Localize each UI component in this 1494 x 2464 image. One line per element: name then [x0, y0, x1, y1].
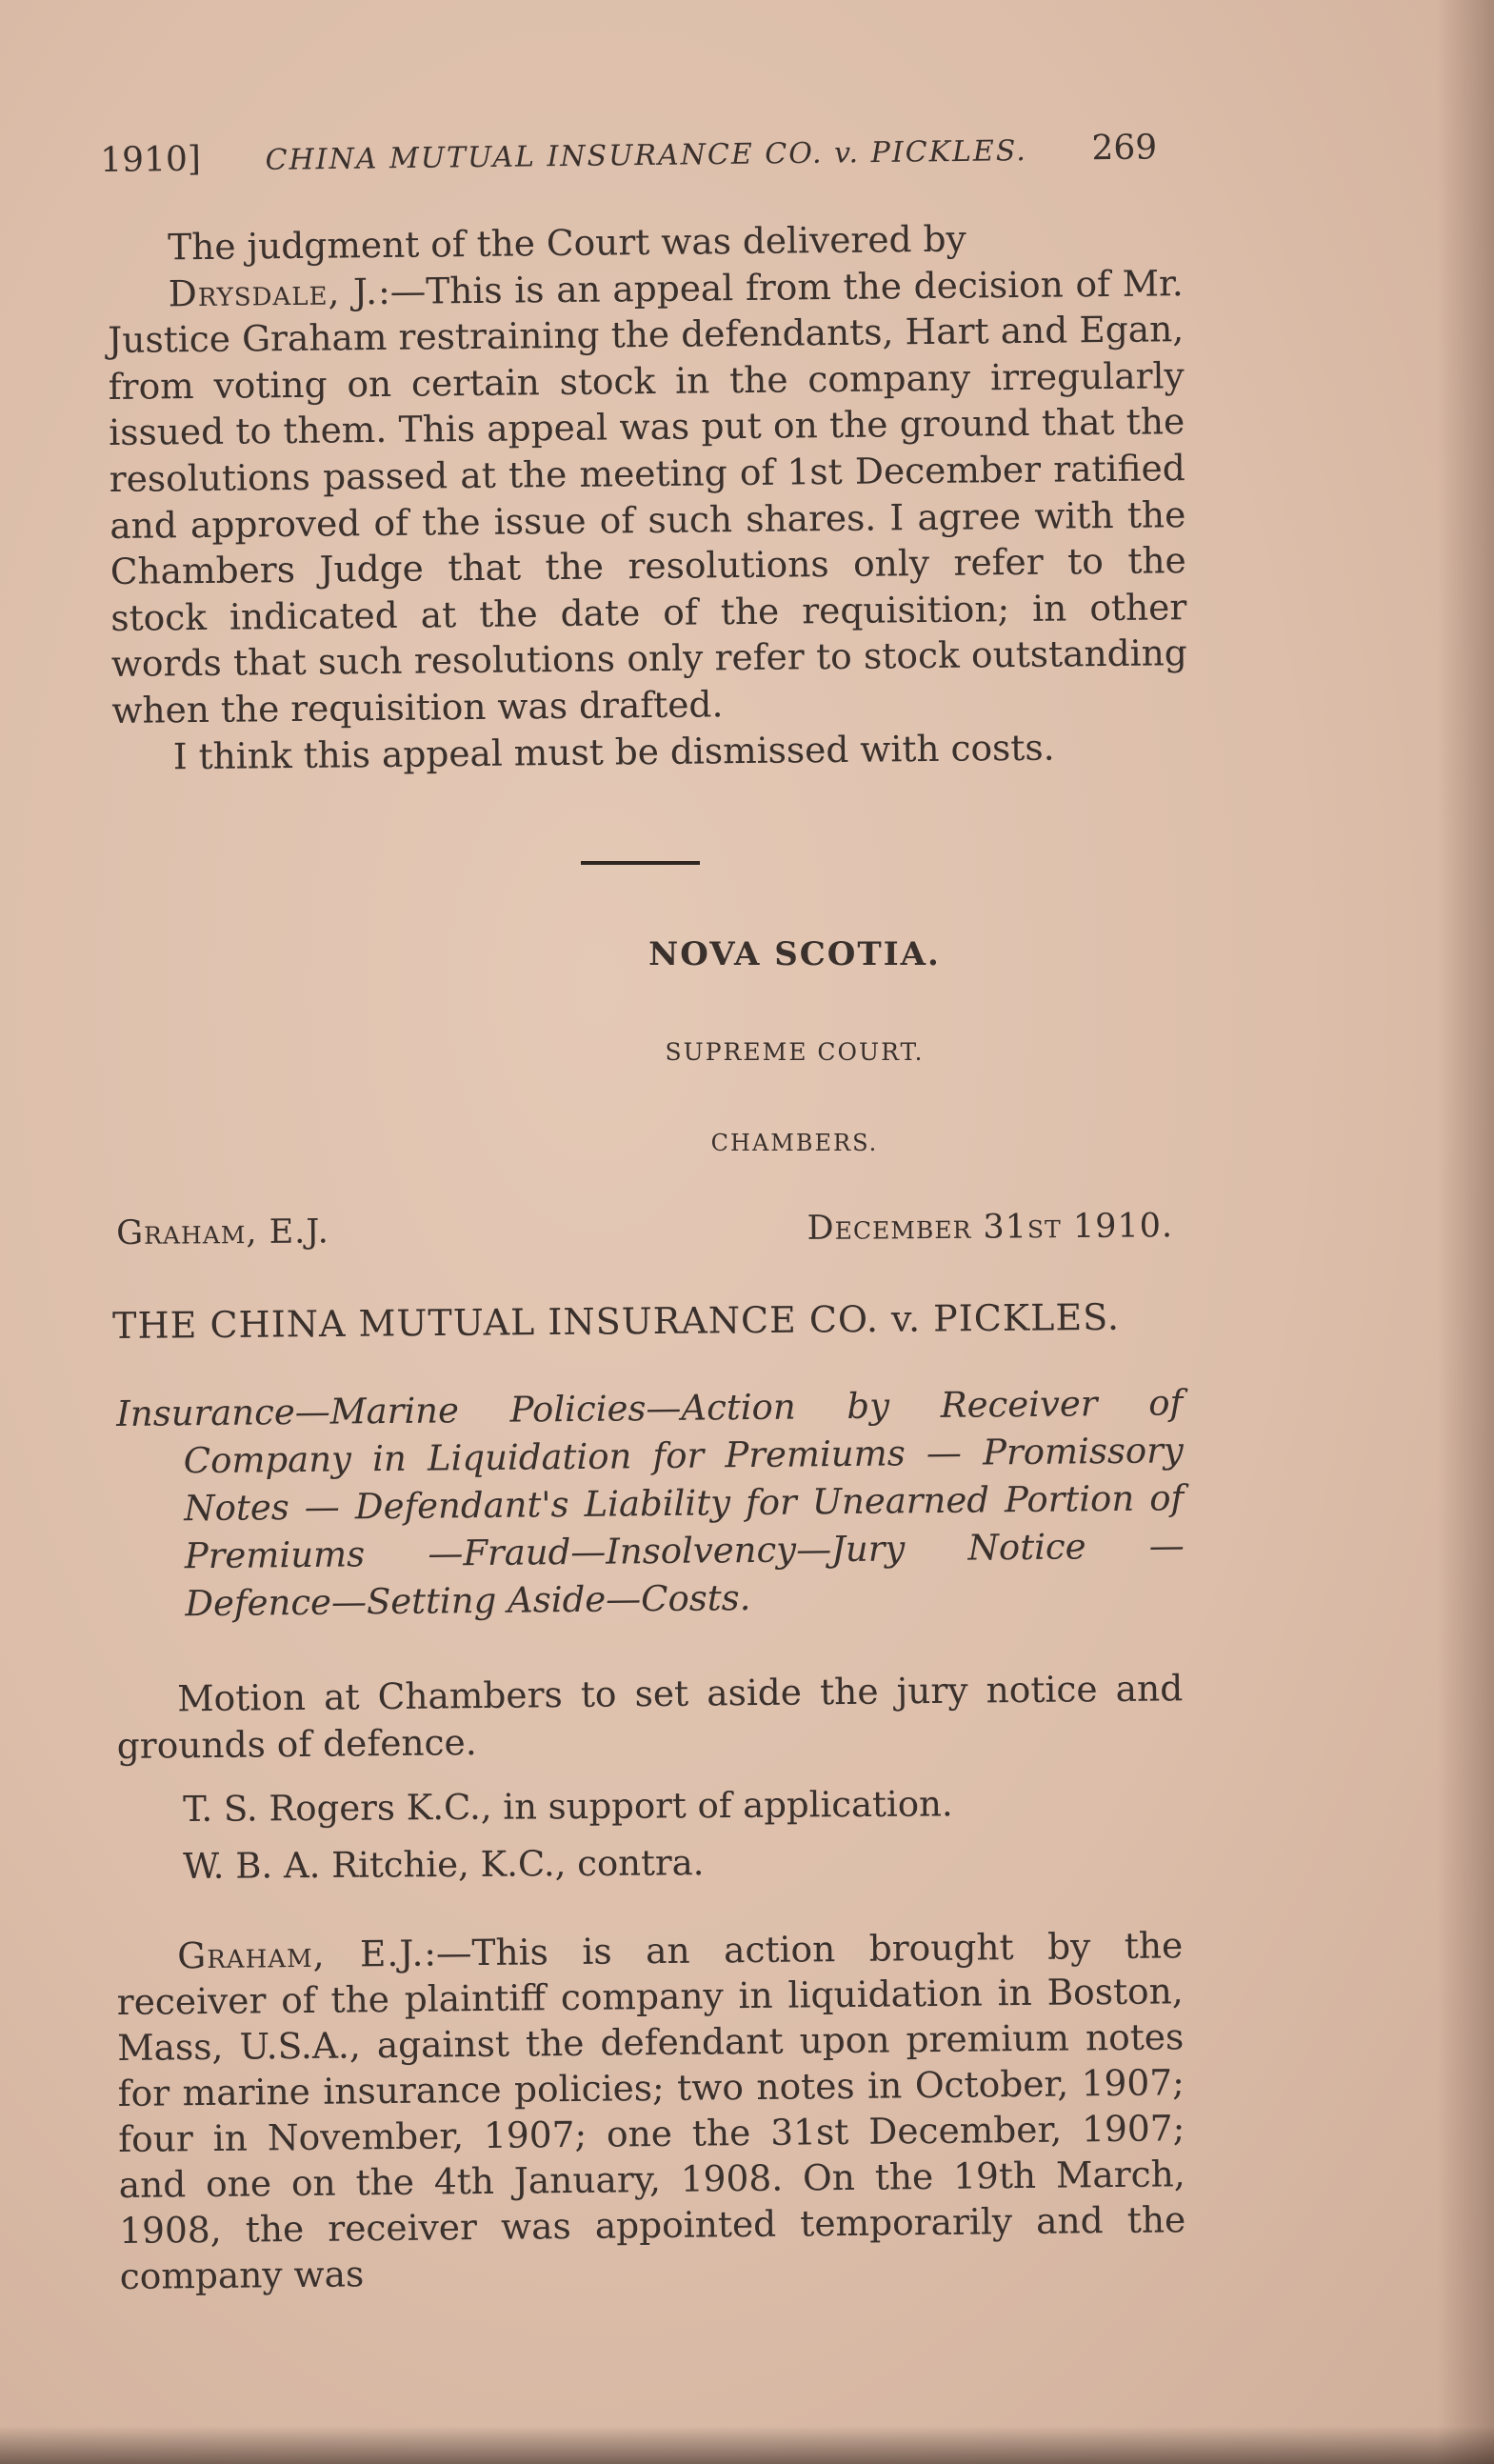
judge-date-line: [116, 1207, 1173, 1252]
opinion-section: [116, 1922, 1186, 2299]
judgment-section: [107, 213, 1188, 780]
judgment-paragraph: [108, 260, 1188, 734]
motion-section: [116, 1665, 1184, 1769]
counsel-applicant: T. S. Rogers K.C., in support of application.: [183, 1783, 953, 1830]
opinion-judge: Graham, E.J.: [177, 1932, 425, 1977]
court-heading: SUPREME COURT.: [665, 1038, 925, 1066]
case-title: THE CHINA MUTUAL INSURANCE CO. v. PICKLES.: [112, 1295, 1121, 1347]
motion-text: Motion at Chambers to set aside the jury notice and grounds of defence.: [116, 1667, 1184, 1767]
opinion-text: :—This is an action brought by the receiver of the plaintiff company in liquidation in Boston, Mass, U.S.A., against the defendant upon premium notes for marine insurance policies; two notes in October, 1907; four in November, 1907; one the 31st December, 1907; and one on the 4th January, 1908. On the 19th March, 1908, the receiver was appointed temporarily and the company was: [116, 1924, 1186, 2297]
opinion-paragraph: [116, 1922, 1186, 2299]
judgment-conclusion: I think this appeal must be dismissed with costs.: [172, 726, 1055, 777]
headnote: Insurance—Marine Policies—Action by Receiver of Company in Liquidation for Premiums — Promissory Notes — Defendant's Liability for Unearned Portion of Premiums —Fraud—Insolvency—Jury Notice — Defence—Setting Aside—Costs.: [116, 1382, 1185, 1625]
header-year: 1910]: [100, 139, 202, 180]
judgment-intro: The judgment of the Court was delivered by: [168, 217, 966, 269]
judge-name: Drysdale, J.: [168, 270, 379, 314]
chambers-heading: CHAMBERS.: [710, 1130, 879, 1156]
page-number: 269: [1091, 128, 1158, 169]
judgment-text: :—This is an appeal from the decision of Mr. Justice Graham restraining the defendants, Hart and Egan, from voting on certain stock in the company irregularly issued to them. This appeal was put on the ground that the resolutions passed at the meeting of 1st December ratified and approved of the issue of such shares. I agree with the Chambers Judge that the resolutions only refer to the stock indicated at the date of the requisition; in other words that such resolutions only refer to stock outstanding when the requisition was drafted.: [108, 261, 1187, 731]
presiding-judge: Graham, E.J.: [116, 1212, 329, 1252]
province-heading: NOVA SCOTIA.: [648, 935, 941, 973]
running-header: [100, 128, 1157, 180]
counsel-respondent: W. B. A. Ritchie, K.C., contra.: [183, 1842, 705, 1887]
decision-date: December 31st 1910.: [807, 1207, 1174, 1248]
page-bottom-shadow: [0, 2426, 1494, 2464]
page-edge-shadow: [1437, 0, 1494, 2464]
section-divider: [581, 861, 700, 865]
running-title: CHINA MUTUAL INSURANCE CO. v. PICKLES.: [265, 134, 1028, 177]
